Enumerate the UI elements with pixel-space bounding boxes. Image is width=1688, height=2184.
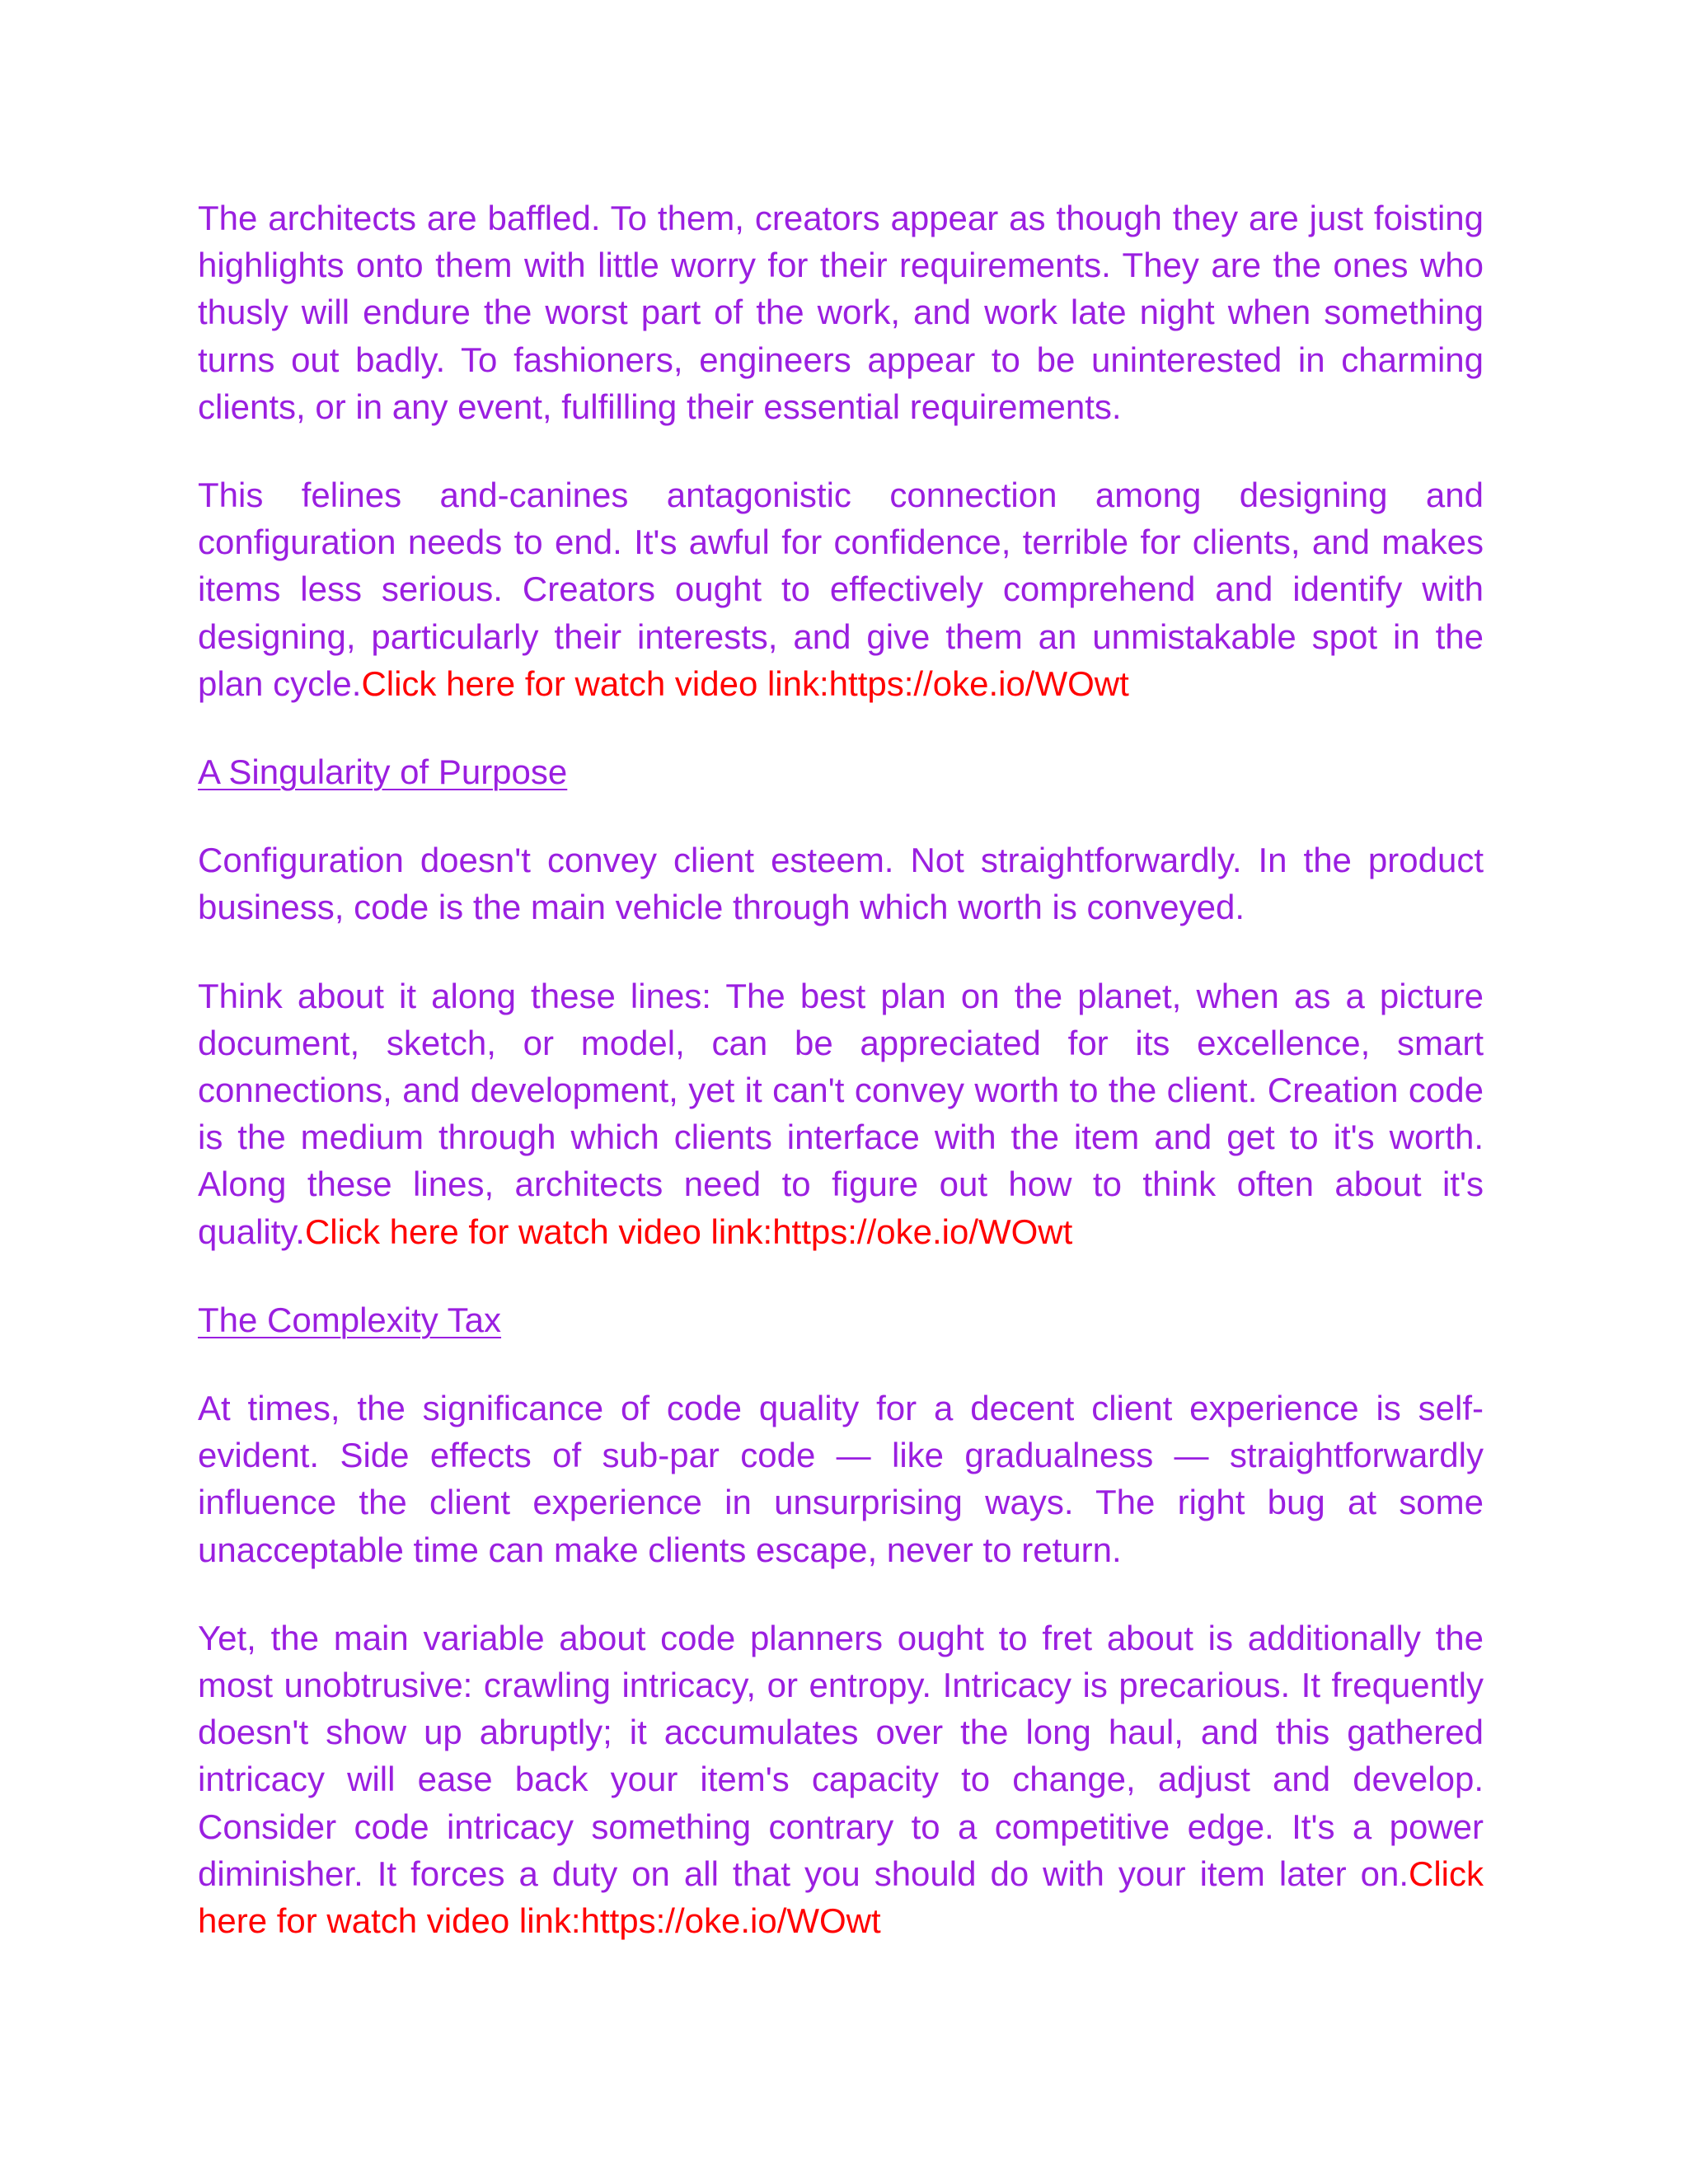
paragraph-4-text: Think about it along these lines: The best plan on the planet, when as a picture document, sketch, or model, can be appreciated for its excellence, smart connections, and development, yet it can't convey worth to the client. Creation code is the medium through which clients interface with the item and get to it's worth. Along these lines, architects need to figure out how to think often about it's quality. [198, 976, 1484, 1251]
document-page [198, 194, 1484, 1985]
section-heading-complexity-tax: The Complexity Tax [198, 1300, 502, 1339]
paragraph-5: At times, the significance of code quality for a decent client experience is self-evident. Side effects of sub-par code — like gradualness — straightforwardly influence the client experience in unsurprising ways. The right bug at some unacceptable time can make clients escape, never to return. [198, 1389, 1484, 1569]
video-link[interactable]: Click here for watch video link:https://oke.io/WOwt [304, 1212, 1073, 1251]
paragraph-6-text: Yet, the main variable about code planners ought to fret about is additionally the most unobtrusive: crawling intricacy, or entropy. Intricacy is precarious. It frequently doesn't show up abruptly; it accumulates over the long haul, and this gathered intricacy will ease back your item's capacity to change, adjust and develop. Consider code intricacy something contrary to a competitive edge. It's a power diminisher. It forces a duty on all that you should do with your item later on. [198, 1618, 1484, 1893]
video-link[interactable]: Click here for watch video link:https://oke.io/WOwt [198, 1854, 1484, 1941]
video-link[interactable]: Click here for watch video link:https://oke.io/WOwt [361, 663, 1129, 703]
paragraph-6 [198, 1615, 1484, 1944]
paragraph-2 [198, 471, 1484, 707]
paragraph-4 [198, 972, 1484, 1255]
paragraph-3: Configuration doesn't convey client esteem. Not straightforwardly. In the product business, code is the main vehicle through which worth is conveyed. [198, 841, 1484, 927]
paragraph-2-text: This felines and-canines antagonistic connection among designing and configuration needs to end. It's awful for confidence, terrible for clients, and makes items less serious. Creators ought to effectively comprehend and identify with designing, particularly their interests, and give them an unmistakable spot in the plan cycle. [198, 476, 1484, 703]
section-heading-singularity: A Singularity of Purpose [198, 752, 568, 792]
paragraph-1: The architects are baffled. To them, creators appear as though they are just foisting highlights onto them with little worry for their requirements. They are the ones who thusly will endure the worst part of the work, and work late night when something turns out badly. To fashioners, engineers appear to be uninterested in charming clients, or in any event, fulfilling their essential requirements. [198, 199, 1484, 426]
